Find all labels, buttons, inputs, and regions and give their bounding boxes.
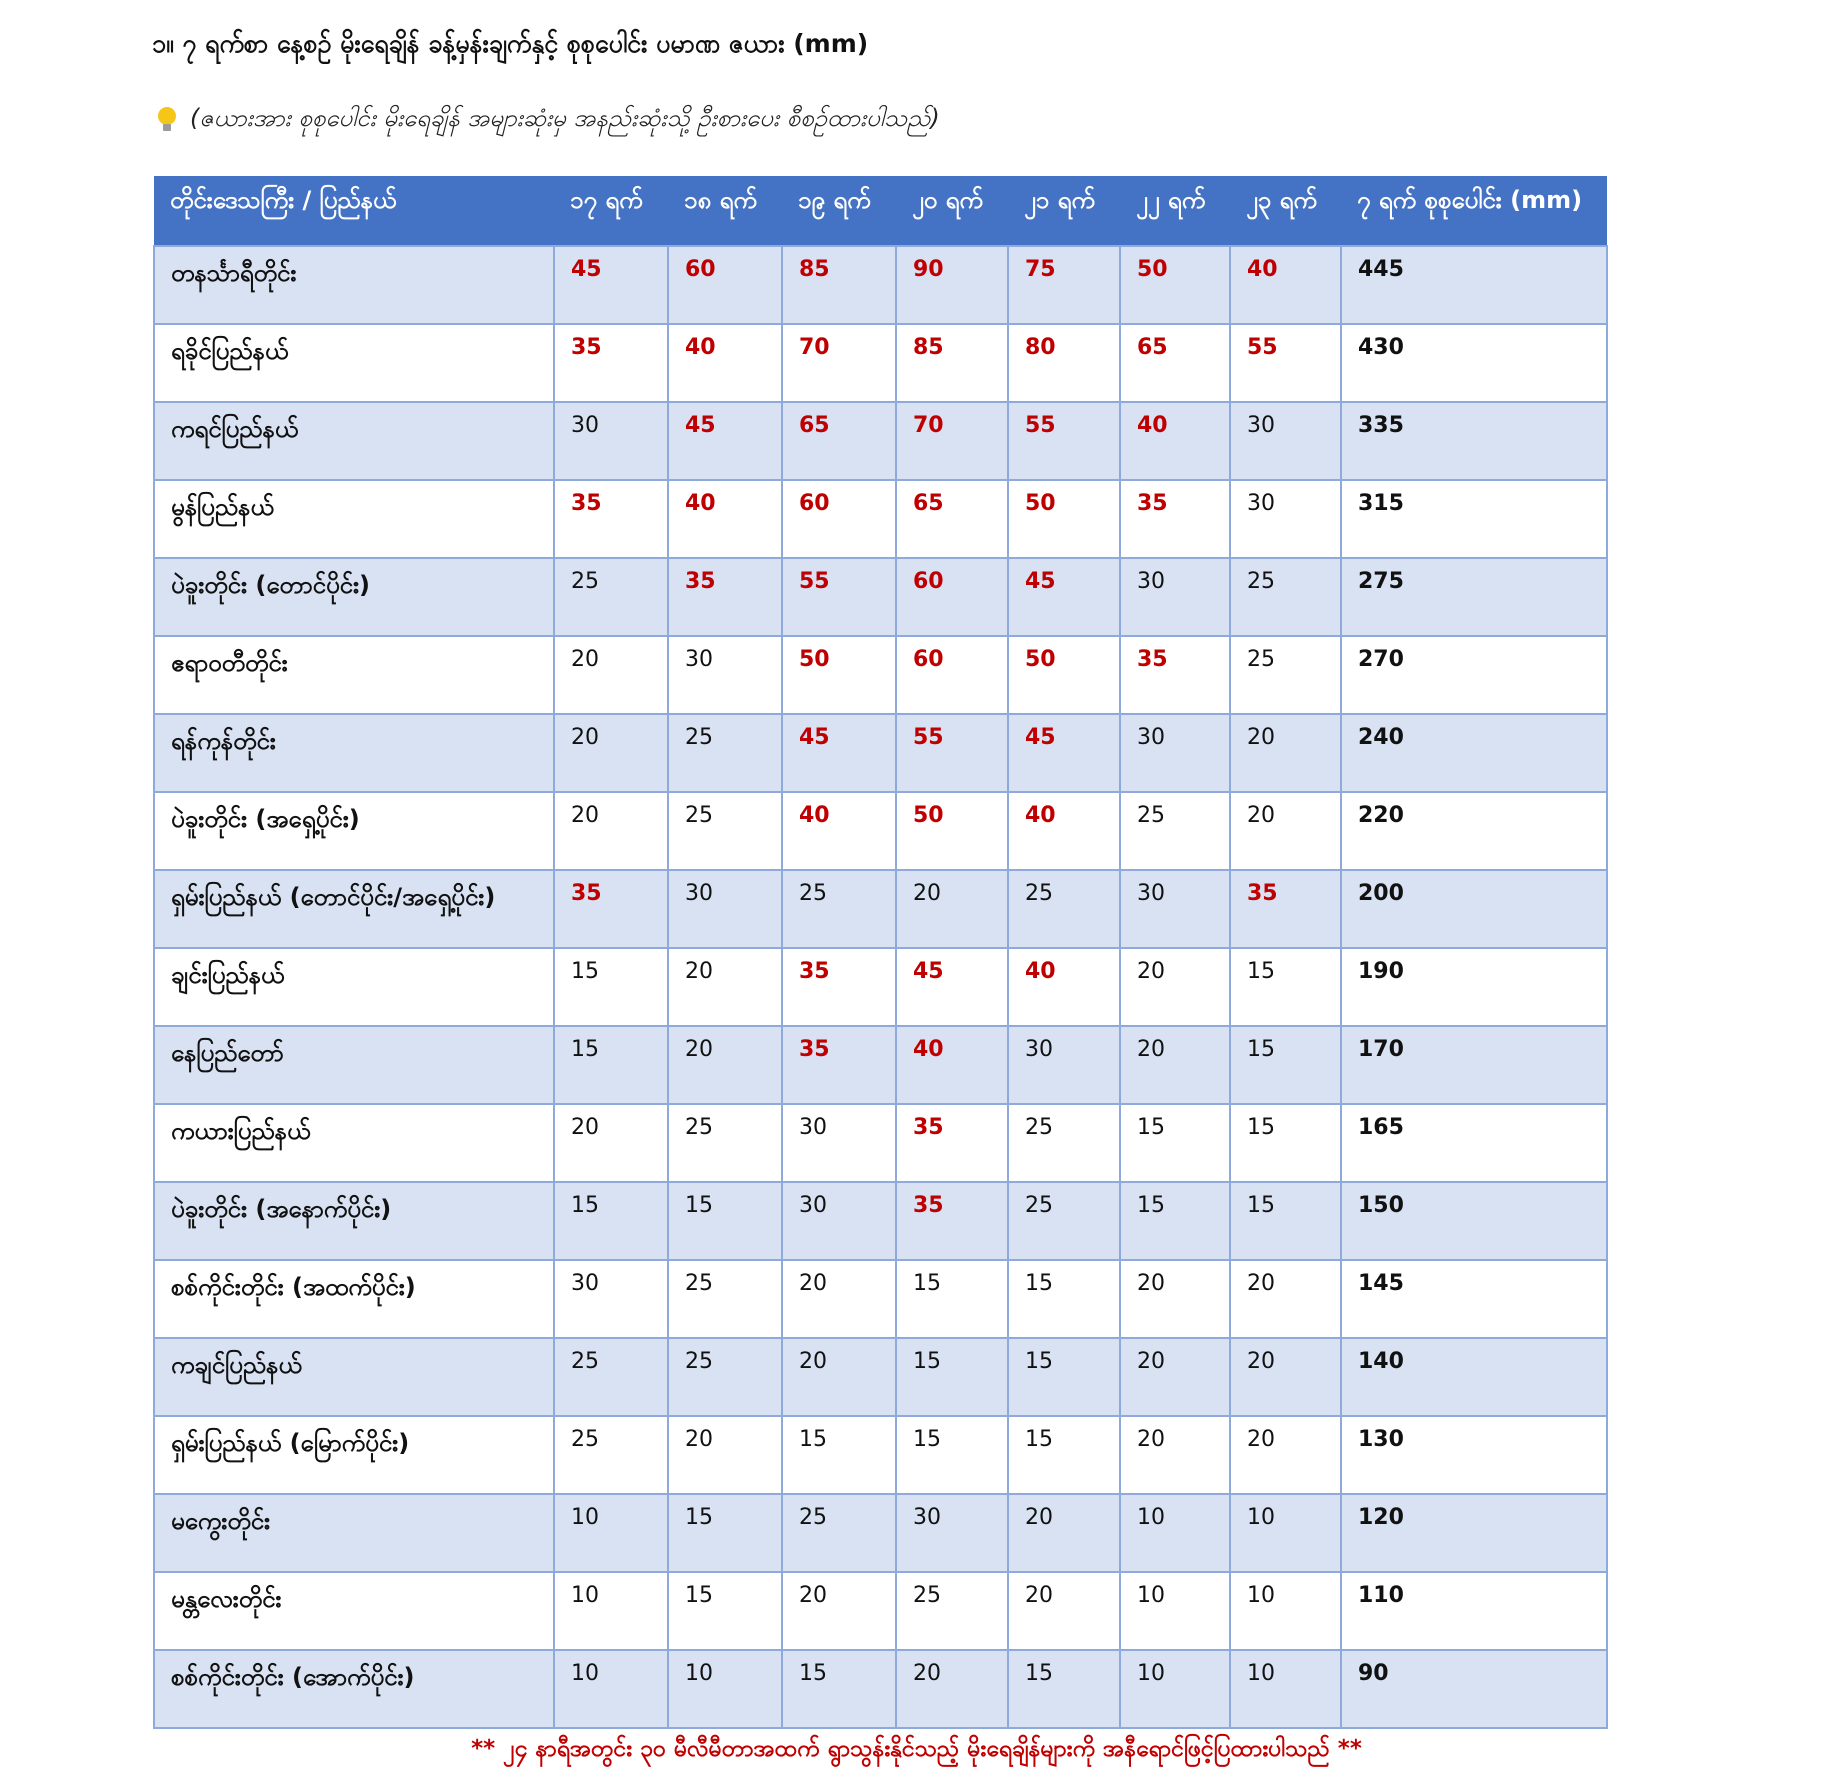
table-body (154, 246, 1607, 1728)
rainfall-cell: 15 (554, 1026, 668, 1104)
table-row (154, 246, 1607, 324)
rainfall-cell: 40 (1120, 402, 1230, 480)
footnote: ** ၂၄ နာရီအတွင်း ၃၀ မီလီမီတာအထက် ရွာသွန်းနိုင်သည့် မိုးရေချိန်များကို အနီရောင်ဖြင့်ပြထားပါသည် ** (471, 1736, 1362, 1762)
column-header-day: ၂၁ ရက် (1008, 176, 1120, 246)
rainfall-cell: 10 (1230, 1572, 1341, 1650)
rainfall-cell: 20 (1230, 714, 1341, 792)
region-cell: ရခိုင်ပြည်နယ် (154, 324, 554, 402)
rainfall-cell: 35 (896, 1104, 1008, 1182)
region-cell: ဧရာဝတီတိုင်း (154, 636, 554, 714)
sort-note (158, 102, 940, 138)
rainfall-table (153, 176, 1608, 1729)
rainfall-cell: 85 (896, 324, 1008, 402)
rainfall-cell: 20 (1230, 1260, 1341, 1338)
rainfall-cell: 20 (1120, 1416, 1230, 1494)
rainfall-cell: 15 (782, 1650, 896, 1728)
sort-note-text: (ဇယားအား စုစုပေါင်း မိုးရေချိန် အများဆုံးမှ အနည်းဆုံးသို့ ဦးစားပေး စီစဉ်ထားပါသည်) (190, 104, 940, 132)
rainfall-cell: 15 (1008, 1416, 1120, 1494)
rainfall-cell: 20 (896, 1650, 1008, 1728)
table-row (154, 792, 1607, 870)
table-row (154, 1026, 1607, 1104)
rainfall-cell: 10 (668, 1650, 782, 1728)
rainfall-cell: 25 (554, 1338, 668, 1416)
rainfall-cell: 30 (1120, 714, 1230, 792)
total-cell: 165 (1341, 1104, 1607, 1182)
table-row (154, 558, 1607, 636)
column-header-day: ၂၂ ရက် (1120, 176, 1230, 246)
region-cell: ပဲခူးတိုင်း (အရှေ့ပိုင်း) (154, 792, 554, 870)
table-row (154, 1650, 1607, 1728)
rainfall-cell: 60 (782, 480, 896, 558)
table-row (154, 636, 1607, 714)
rainfall-cell: 15 (1230, 1182, 1341, 1260)
rainfall-cell: 55 (896, 714, 1008, 792)
total-cell: 270 (1341, 636, 1607, 714)
total-cell: 170 (1341, 1026, 1607, 1104)
table-row (154, 480, 1607, 558)
table-row (154, 714, 1607, 792)
rainfall-cell: 20 (1120, 1338, 1230, 1416)
total-cell: 190 (1341, 948, 1607, 1026)
rainfall-cell: 50 (782, 636, 896, 714)
rainfall-cell: 20 (1120, 948, 1230, 1026)
rainfall-cell: 30 (782, 1182, 896, 1260)
table-row (154, 1104, 1607, 1182)
rainfall-cell: 90 (896, 246, 1008, 324)
total-cell: 275 (1341, 558, 1607, 636)
rainfall-cell: 20 (668, 1026, 782, 1104)
rainfall-cell: 15 (1008, 1260, 1120, 1338)
rainfall-cell: 35 (554, 870, 668, 948)
rainfall-cell: 70 (896, 402, 1008, 480)
table-row (154, 1572, 1607, 1650)
region-cell: ပဲခူးတိုင်း (အနောက်ပိုင်း) (154, 1182, 554, 1260)
rainfall-cell: 30 (1120, 558, 1230, 636)
rainfall-cell: 30 (1008, 1026, 1120, 1104)
rainfall-cell: 30 (1230, 402, 1341, 480)
rainfall-cell: 35 (1230, 870, 1341, 948)
table-header-row (154, 176, 1607, 246)
column-header-total: ၇ ရက် စုစုပေါင်း (mm) (1341, 176, 1607, 246)
rainfall-cell: 45 (554, 246, 668, 324)
total-cell: 335 (1341, 402, 1607, 480)
column-header-day: ၂၀ ရက် (896, 176, 1008, 246)
region-cell: ရှမ်းပြည်နယ် (မြောက်ပိုင်း) (154, 1416, 554, 1494)
rainfall-cell: 60 (896, 558, 1008, 636)
rainfall-cell: 30 (668, 636, 782, 714)
total-cell: 200 (1341, 870, 1607, 948)
rainfall-cell: 25 (668, 792, 782, 870)
rainfall-cell: 20 (554, 792, 668, 870)
rainfall-cell: 15 (782, 1416, 896, 1494)
rainfall-cell: 20 (668, 948, 782, 1026)
rainfall-cell: 15 (1230, 1026, 1341, 1104)
rainfall-cell: 25 (1230, 636, 1341, 714)
total-cell: 140 (1341, 1338, 1607, 1416)
rainfall-cell: 25 (668, 1338, 782, 1416)
rainfall-cell: 15 (554, 1182, 668, 1260)
rainfall-cell: 10 (554, 1572, 668, 1650)
rainfall-cell: 15 (1230, 1104, 1341, 1182)
table-row (154, 870, 1607, 948)
rainfall-cell: 20 (1120, 1026, 1230, 1104)
table-row (154, 948, 1607, 1026)
region-cell: မကွေးတိုင်း (154, 1494, 554, 1572)
rainfall-cell: 20 (1120, 1260, 1230, 1338)
rainfall-cell: 35 (782, 948, 896, 1026)
rainfall-cell: 15 (1120, 1182, 1230, 1260)
rainfall-cell: 15 (1230, 948, 1341, 1026)
rainfall-cell: 55 (782, 558, 896, 636)
table-row (154, 1260, 1607, 1338)
region-cell: ကရင်ပြည်နယ် (154, 402, 554, 480)
rainfall-cell: 25 (668, 1104, 782, 1182)
rainfall-cell: 45 (782, 714, 896, 792)
rainfall-cell: 25 (668, 714, 782, 792)
total-cell: 315 (1341, 480, 1607, 558)
rainfall-cell: 10 (554, 1494, 668, 1572)
table-row (154, 1338, 1607, 1416)
rainfall-cell: 30 (782, 1104, 896, 1182)
document-title: ၁။ ၇ ရက်စာ နေ့စဉ် မိုးရေချိန် ခန့်မှန်းချက်နှင့် စုစုပေါင်း ပမာဏ ဇယား (mm) (152, 29, 869, 58)
rainfall-cell: 50 (896, 792, 1008, 870)
rainfall-cell: 20 (1230, 1338, 1341, 1416)
rainfall-cell: 55 (1008, 402, 1120, 480)
rainfall-cell: 15 (896, 1260, 1008, 1338)
rainfall-cell: 20 (554, 714, 668, 792)
table-row (154, 1494, 1607, 1572)
rainfall-cell: 25 (1008, 1104, 1120, 1182)
rainfall-cell: 50 (1008, 480, 1120, 558)
total-cell: 445 (1341, 246, 1607, 324)
region-cell: ပဲခူးတိုင်း (တောင်ပိုင်း) (154, 558, 554, 636)
rainfall-cell: 30 (896, 1494, 1008, 1572)
rainfall-cell: 80 (1008, 324, 1120, 402)
rainfall-cell: 20 (896, 870, 1008, 948)
rainfall-cell: 60 (668, 246, 782, 324)
rainfall-cell: 20 (554, 636, 668, 714)
region-cell: ကချင်ပြည်နယ် (154, 1338, 554, 1416)
rainfall-cell: 65 (1120, 324, 1230, 402)
rainfall-cell: 35 (554, 324, 668, 402)
total-cell: 110 (1341, 1572, 1607, 1650)
region-cell: စစ်ကိုင်းတိုင်း (အထက်ပိုင်း) (154, 1260, 554, 1338)
rainfall-cell: 10 (1120, 1494, 1230, 1572)
rainfall-cell: 20 (668, 1416, 782, 1494)
rainfall-cell: 50 (1120, 246, 1230, 324)
rainfall-cell: 40 (668, 480, 782, 558)
total-cell: 220 (1341, 792, 1607, 870)
rainfall-cell: 25 (554, 558, 668, 636)
table-row (154, 1416, 1607, 1494)
column-header-day: ၁၇ ရက် (554, 176, 668, 246)
rainfall-cell: 30 (554, 1260, 668, 1338)
column-header-day: ၂၃ ရက် (1230, 176, 1341, 246)
rainfall-cell: 10 (1120, 1572, 1230, 1650)
total-cell: 130 (1341, 1416, 1607, 1494)
rainfall-cell: 30 (668, 870, 782, 948)
lightbulb-icon (158, 107, 176, 133)
rainfall-cell: 20 (1230, 792, 1341, 870)
region-cell: ရှမ်းပြည်နယ် (တောင်ပိုင်း/အရှေ့ပိုင်း) (154, 870, 554, 948)
rainfall-cell: 25 (896, 1572, 1008, 1650)
rainfall-cell: 60 (896, 636, 1008, 714)
rainfall-cell: 55 (1230, 324, 1341, 402)
rainfall-cell: 35 (896, 1182, 1008, 1260)
rainfall-cell: 35 (554, 480, 668, 558)
rainfall-cell: 45 (896, 948, 1008, 1026)
rainfall-cell: 35 (782, 1026, 896, 1104)
rainfall-cell: 25 (1230, 558, 1341, 636)
rainfall-cell: 75 (1008, 246, 1120, 324)
total-cell: 90 (1341, 1650, 1607, 1728)
rainfall-cell: 30 (1230, 480, 1341, 558)
region-cell: ချင်းပြည်နယ် (154, 948, 554, 1026)
rainfall-cell: 10 (1120, 1650, 1230, 1728)
rainfall-cell: 15 (1120, 1104, 1230, 1182)
rainfall-cell: 20 (782, 1572, 896, 1650)
region-cell: မွန်ပြည်နယ် (154, 480, 554, 558)
rainfall-cell: 25 (1008, 870, 1120, 948)
total-cell: 145 (1341, 1260, 1607, 1338)
rainfall-cell: 10 (1230, 1494, 1341, 1572)
rainfall-cell: 15 (1008, 1338, 1120, 1416)
rainfall-cell: 15 (554, 948, 668, 1026)
table-row (154, 1182, 1607, 1260)
rainfall-cell: 15 (668, 1572, 782, 1650)
rainfall-cell: 25 (1008, 1182, 1120, 1260)
rainfall-cell: 15 (1008, 1650, 1120, 1728)
rainfall-cell: 25 (668, 1260, 782, 1338)
rainfall-cell: 15 (896, 1416, 1008, 1494)
total-cell: 120 (1341, 1494, 1607, 1572)
rainfall-cell: 35 (668, 558, 782, 636)
rainfall-cell: 15 (896, 1338, 1008, 1416)
rainfall-cell: 25 (782, 870, 896, 948)
rainfall-cell: 50 (1008, 636, 1120, 714)
rainfall-cell: 65 (782, 402, 896, 480)
rainfall-cell: 40 (1008, 948, 1120, 1026)
rainfall-cell: 10 (554, 1650, 668, 1728)
rainfall-cell: 45 (1008, 558, 1120, 636)
region-cell: မန္တလေးတိုင်း (154, 1572, 554, 1650)
rainfall-cell: 30 (1120, 870, 1230, 948)
rainfall-cell: 25 (782, 1494, 896, 1572)
rainfall-cell: 35 (1120, 636, 1230, 714)
rainfall-cell: 15 (668, 1182, 782, 1260)
rainfall-cell: 65 (896, 480, 1008, 558)
rainfall-cell: 20 (554, 1104, 668, 1182)
rainfall-cell: 20 (1008, 1494, 1120, 1572)
table-row (154, 324, 1607, 402)
rainfall-cell: 45 (1008, 714, 1120, 792)
rainfall-cell: 45 (668, 402, 782, 480)
rainfall-cell: 10 (1230, 1650, 1341, 1728)
rainfall-cell: 20 (782, 1260, 896, 1338)
column-header-day: ၁၈ ရက် (668, 176, 782, 246)
rainfall-cell: 25 (1120, 792, 1230, 870)
rainfall-cell: 85 (782, 246, 896, 324)
column-header-day: ၁၉ ရက် (782, 176, 896, 246)
region-cell: ရန်ကုန်တိုင်း (154, 714, 554, 792)
region-cell: စစ်ကိုင်းတိုင်း (အောက်ပိုင်း) (154, 1650, 554, 1728)
table-row (154, 402, 1607, 480)
rainfall-cell: 20 (1008, 1572, 1120, 1650)
rainfall-cell: 40 (782, 792, 896, 870)
rainfall-cell: 30 (554, 402, 668, 480)
rainfall-cell: 40 (1230, 246, 1341, 324)
total-cell: 240 (1341, 714, 1607, 792)
total-cell: 150 (1341, 1182, 1607, 1260)
rainfall-cell: 25 (554, 1416, 668, 1494)
rainfall-cell: 70 (782, 324, 896, 402)
rainfall-cell: 40 (1008, 792, 1120, 870)
rainfall-cell: 40 (896, 1026, 1008, 1104)
total-cell: 430 (1341, 324, 1607, 402)
rainfall-cell: 40 (668, 324, 782, 402)
rainfall-cell: 15 (668, 1494, 782, 1572)
rainfall-cell: 35 (1120, 480, 1230, 558)
region-cell: နေပြည်တော် (154, 1026, 554, 1104)
rainfall-cell: 20 (782, 1338, 896, 1416)
rainfall-cell: 20 (1230, 1416, 1341, 1494)
region-cell: ကယားပြည်နယ် (154, 1104, 554, 1182)
region-cell: တနင်္သာရီတိုင်း (154, 246, 554, 324)
column-header-region: တိုင်းဒေသကြီး / ပြည်နယ် (154, 176, 554, 246)
